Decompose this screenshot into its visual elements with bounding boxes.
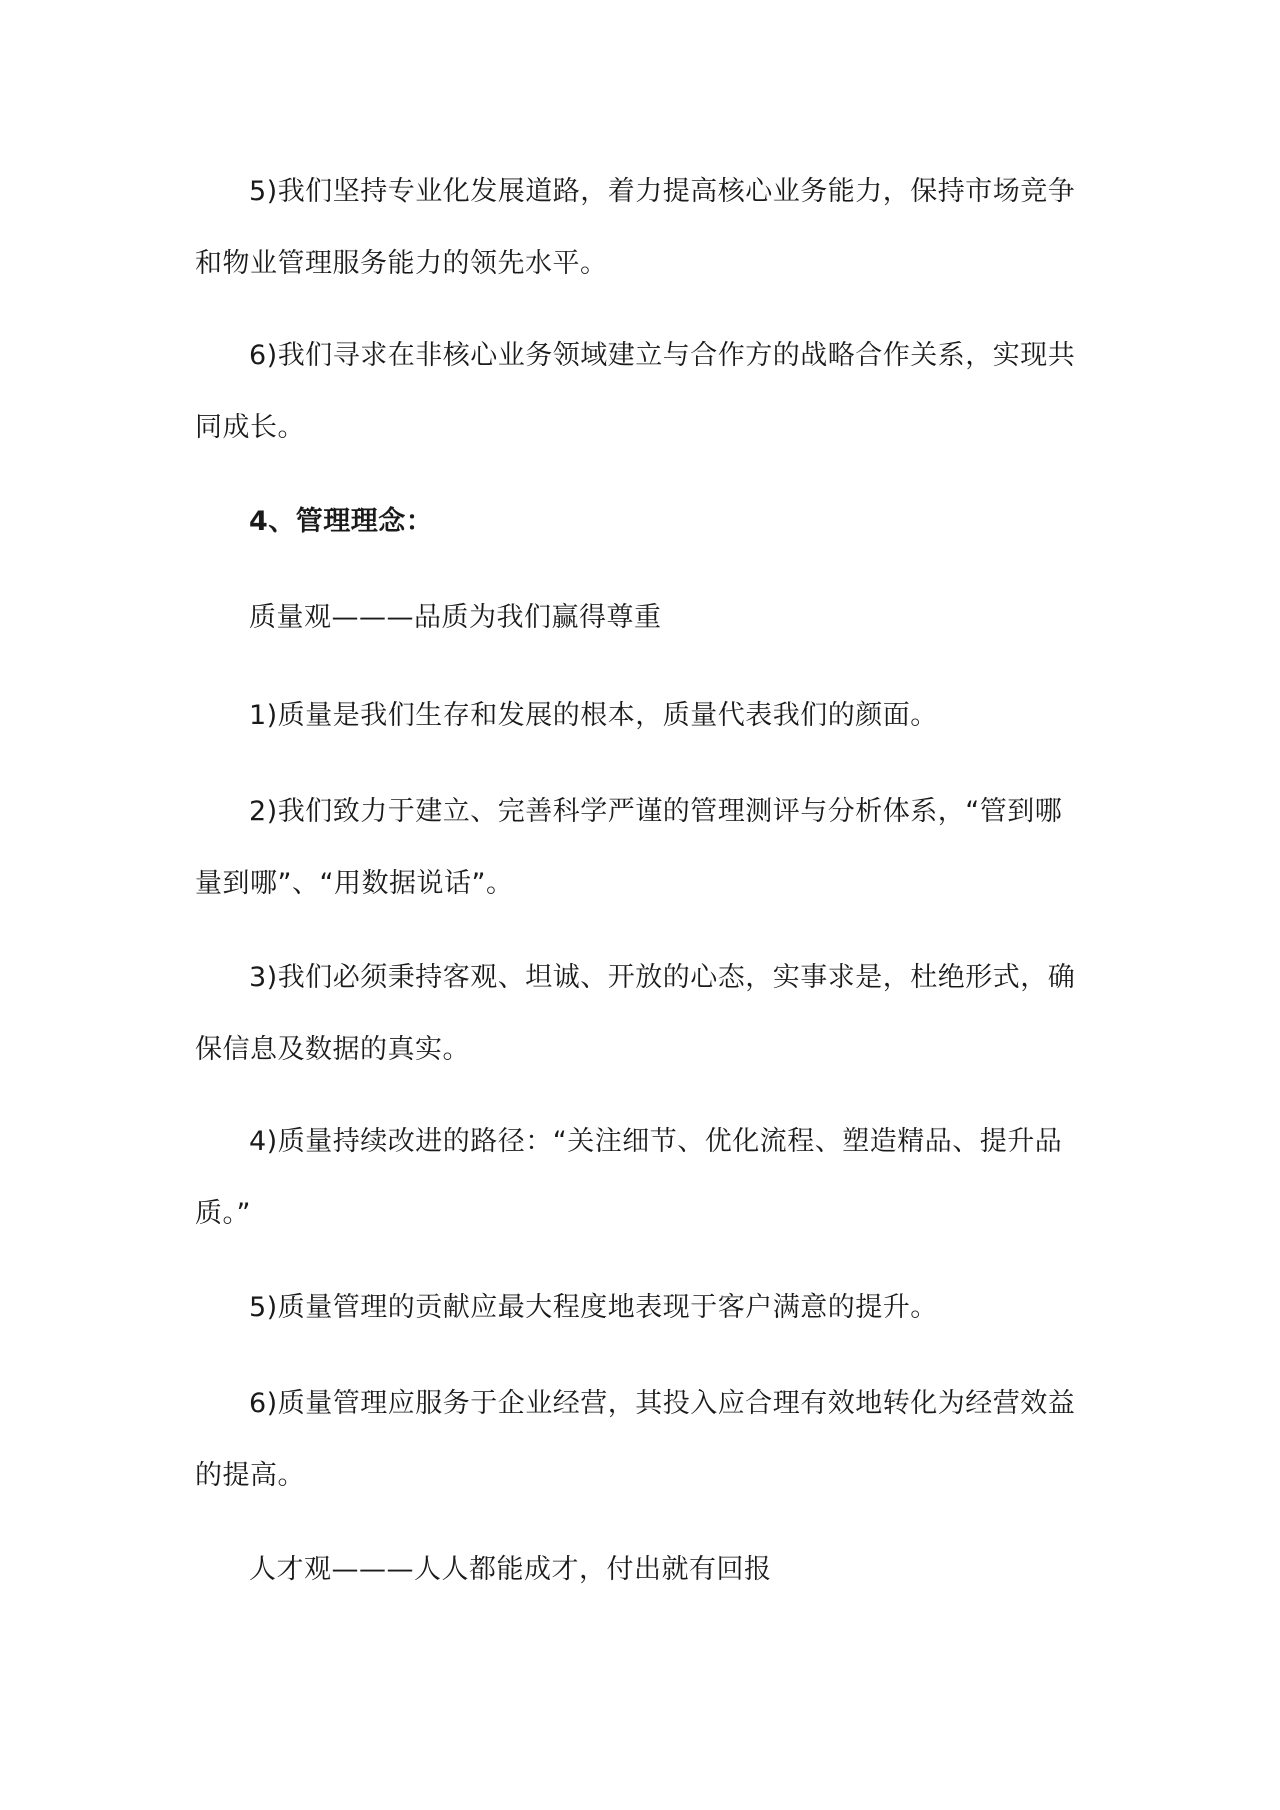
paragraph-quality-1: 1)质量是我们生存和发展的根本，质量代表我们的颜面。 [249,700,938,731]
paragraph-quality-2: 2)我们致力于建立、完善科学严谨的管理测评与分析体系，“管到哪量到哪”、“用数据说话”。 [195,796,1063,899]
paragraph-quality-5: 5)质量管理的贡献应最大程度地表现于客户满意的提升。 [249,1292,938,1323]
subheading-talent-view: 人才观———人人都能成才，付出就有回报 [249,1554,772,1585]
paragraph-growth-5: 5)我们坚持专业化发展道路，着力提高核心业务能力，保持市场竞争和物业管理服务能力的领先水平。 [195,176,1076,279]
paragraph-quality-6: 6)质量管理应服务于企业经营，其投入应合理有效地转化为经营效益的提高。 [195,1388,1076,1491]
paragraph-growth-6: 6)我们寻求在非核心业务领域建立与合作方的战略合作关系，实现共同成长。 [195,340,1076,443]
section-heading-management-philosophy: 4、管理理念： [249,506,434,537]
subheading-quality-view: 质量观———品质为我们赢得尊重 [249,602,662,633]
paragraph-quality-3: 3)我们必须秉持客观、坦诚、开放的心态，实事求是，杜绝形式，确保信息及数据的真实。 [195,962,1076,1065]
paragraph-quality-4: 4)质量持续改进的路径：“关注细节、优化流程、塑造精品、提升品质。” [195,1126,1063,1229]
